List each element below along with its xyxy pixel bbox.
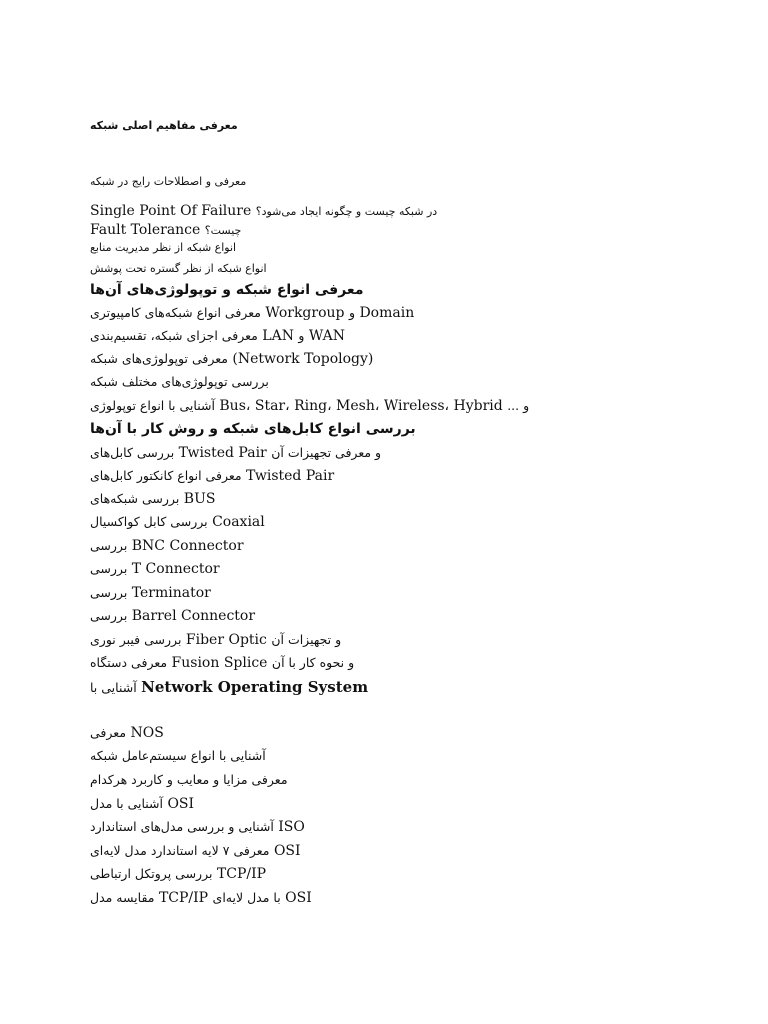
- description: بررسی کابل‌های: [90, 445, 175, 460]
- list-item: [90, 726, 164, 740]
- term: Twisted Pair: [246, 468, 335, 484]
- description: انواع شبکه از نظر گستره تحت پوشش: [90, 262, 267, 275]
- list-item: [90, 867, 266, 881]
- list-item: [90, 891, 312, 905]
- description: معرفی انواع شبکه‌های کامپیوتری: [90, 305, 261, 320]
- suffix: و نحوه کار با آن: [271, 655, 355, 670]
- list-item: [90, 750, 266, 763]
- list-item: [90, 774, 288, 787]
- list-item: [90, 656, 354, 670]
- term: Fault Tolerance: [90, 222, 201, 238]
- term-2: OSI: [285, 890, 312, 906]
- term: Workgroup: [265, 305, 345, 321]
- term: Fiber Optic: [185, 632, 267, 648]
- section-heading: [90, 283, 364, 297]
- list-item: [90, 609, 255, 623]
- list-item: [90, 820, 305, 834]
- term: Barrel Connector: [131, 608, 256, 624]
- suffix: و تجهیزات آن: [271, 632, 342, 647]
- heading-text: معرفی انواع شبکه و توپولوژی‌های آن‌ها: [90, 282, 364, 298]
- section-intro: [90, 176, 246, 187]
- list-item: [90, 844, 301, 858]
- term-2: WAN: [308, 328, 345, 344]
- term: LAN: [262, 328, 294, 344]
- list-item: [90, 204, 437, 218]
- term: TCP/IP: [158, 890, 209, 906]
- list-item: [90, 329, 345, 343]
- term: Fusion Splice: [171, 655, 268, 671]
- term: Coaxial: [212, 514, 265, 530]
- description: آشنایی با انواع سیستم‌عامل شبکه: [90, 748, 266, 763]
- list-item: [90, 586, 211, 600]
- list-item: [90, 399, 529, 413]
- list-item: [90, 223, 241, 237]
- list-item: [90, 352, 373, 366]
- term: BUS: [183, 491, 216, 507]
- description: بررسی: [90, 538, 128, 553]
- description: چیست؟: [204, 224, 242, 237]
- list-item: [90, 633, 341, 647]
- term: Bus، Star، Ring، Mesh، Wireless، Hybrid: [219, 398, 503, 414]
- section-heading: [90, 422, 416, 436]
- list-item: [90, 446, 381, 460]
- heading-text: بررسی انواع کابل‌های شبکه و روش کار با آن‌ها: [90, 421, 416, 437]
- suffix: و ...: [507, 398, 530, 413]
- description: آشنایی با انواع توپولوژی: [90, 398, 215, 413]
- description: بررسی شبکه‌های: [90, 491, 180, 506]
- description: بررسی توپولوژی‌های مختلف شبکه: [90, 374, 269, 389]
- list-item: [90, 376, 269, 389]
- term: TCP/IP: [216, 866, 267, 882]
- list-item: [90, 306, 414, 320]
- description: بررسی فیبر نوری: [90, 632, 182, 647]
- term: Single Point Of Failure: [90, 203, 252, 219]
- description: معرفی دستگاه: [90, 655, 168, 670]
- description: بررسی: [90, 608, 128, 623]
- term-2: Domain: [359, 305, 415, 321]
- list-item: [90, 562, 220, 576]
- section-intro-text: معرفی و اصطلاحات رایج در شبکه: [90, 175, 247, 188]
- description: بررسی: [90, 561, 128, 576]
- list-item: [90, 242, 236, 253]
- description: آشنایی با: [90, 680, 137, 695]
- term: (Network Topology): [232, 351, 374, 367]
- description: معرفی: [90, 725, 127, 740]
- conjunction: و: [298, 328, 305, 343]
- document-title: [90, 120, 238, 131]
- list-item: [90, 515, 265, 529]
- term: Network Operating System: [141, 678, 369, 696]
- term: OSI: [273, 843, 301, 859]
- term: NOS: [130, 725, 164, 741]
- term: OSI: [167, 796, 195, 812]
- description: بررسی کابل کواکسیال: [90, 514, 208, 529]
- term: T Connector: [131, 561, 220, 577]
- term: ISO: [278, 819, 305, 835]
- suffix: و معرفی تجهیزات آن: [271, 445, 382, 460]
- list-item: [90, 797, 194, 811]
- conjunction: و: [348, 305, 355, 320]
- list-item: [90, 263, 267, 274]
- description: آشنایی با مدل: [90, 796, 163, 811]
- term: BNC Connector: [131, 538, 244, 554]
- description: معرفی توپولوژی‌های شبکه: [90, 351, 228, 366]
- list-item: [90, 539, 244, 553]
- description: آشنایی و بررسی مدل‌های استاندارد: [90, 819, 274, 834]
- description: معرفی انواع کانکتور کابل‌های: [90, 468, 242, 483]
- description: معرفی ۷ لایه استاندارد مدل لایه‌ای: [90, 843, 270, 858]
- title-text: معرفی مفاهیم اصلی شبکه: [90, 119, 238, 132]
- term: Terminator: [131, 585, 211, 601]
- conjunction: با مدل لایه‌ای: [212, 890, 281, 905]
- description: مقایسه مدل: [90, 890, 155, 905]
- description: معرفی اجزای شبکه، تقسیم‌بندی: [90, 328, 258, 343]
- description: معرفی مزایا و معایب و کاربرد هرکدام: [90, 772, 288, 787]
- term: Twisted Pair: [178, 445, 267, 461]
- section-heading: [90, 680, 368, 695]
- description: بررسی پروتکل ارتباطی: [90, 866, 213, 881]
- description: در شبکه چیست و چگونه ایجاد می‌شود؟: [255, 205, 438, 218]
- description: انواع شبکه از نظر مدیریت منابع: [90, 241, 237, 254]
- description: بررسی: [90, 585, 128, 600]
- list-item: [90, 492, 215, 506]
- list-item: [90, 469, 334, 483]
